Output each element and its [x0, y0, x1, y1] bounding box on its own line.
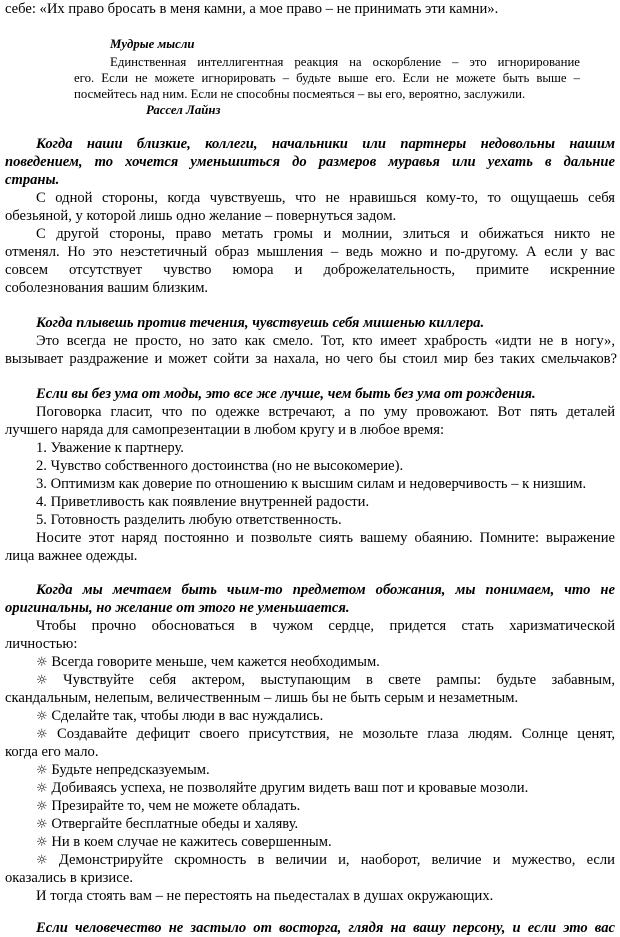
sun-icon: ☼	[36, 655, 48, 670]
section-heading: оригинальны, но желание от этого не уменьшается.	[5, 600, 350, 616]
list-item: 2. Чувство собственного достоинства (но не высокомерие).	[36, 458, 404, 474]
list-item: 1. Уважение к партнеру.	[36, 440, 184, 456]
section-heading: Когда плывешь против течения, чувствуешь себя мишенью киллера.	[36, 315, 485, 331]
paragraph-line: личностью:	[5, 636, 78, 652]
paragraph-line: Это всегда не просто, но зато как смело. Тот, кто имеет храбрость «идти не в ногу»,	[36, 333, 615, 349]
section-heading: Когда мы мечтаем быть чьим-то предметом обожания, мы понимаем, что не	[36, 582, 615, 598]
sun-icon: ☼	[36, 727, 48, 742]
sun-icon: ☼	[36, 709, 48, 724]
quote-title: Мудрые мысли	[110, 37, 195, 51]
section-heading: Когда наши близкие, коллеги, начальники или партнеры недовольны нашим	[36, 136, 615, 152]
sun-icon: ☼	[36, 673, 48, 688]
list-item: 3. Оптимизм как доверие по отношению к высшим силам и недоверчивость – к низшим.	[36, 476, 587, 492]
quote-author: Рассел Лайнз	[146, 103, 221, 117]
section-heading: Если вы без ума от моды, это все же лучше, чем быть без ума от рождения.	[36, 386, 536, 402]
tip-item: ☼ Создавайте дефицит своего присутствия, не мозольте глаза людям. Солнце ценят,	[36, 726, 615, 742]
tip-item: ☼ Всегда говорите меньше, чем кажется необходимым.	[36, 654, 380, 670]
tip-item-continuation: оказались в кризисе.	[5, 870, 133, 886]
sun-icon: ☼	[36, 853, 48, 868]
sun-icon: ☼	[36, 763, 48, 778]
paragraph-line: совсем отсутствует чувство юмора и доброжелательность, примите искренние	[5, 262, 615, 278]
paragraph-line: Чтобы прочно обосноваться в чужом сердце, придется стать харизматической	[36, 618, 615, 634]
paragraph-line: отменял. Но это неэстетичный образ мышления – ведь можно и по-другому. А если у вас	[5, 244, 615, 260]
paragraph-line: С другой стороны, право метать громы и молнии, злиться и обижаться никто не	[36, 226, 615, 242]
paragraph-line: лучшего наряда для самопрезентации в любом кругу и в любое время:	[5, 422, 445, 438]
tip-item: ☼ Презирайте то, чем не можете обладать.	[36, 798, 301, 814]
list-item: 5. Готовность разделить любую ответственность.	[36, 512, 342, 528]
sun-icon: ☼	[36, 835, 48, 850]
quote-line: посмейтесь над ним. Если не способны посмеяться – вы его, вероятно, заслужили.	[74, 87, 526, 101]
top-line: себе: «Их право бросать в меня камни, а мое право – не принимать эти камни».	[5, 1, 499, 17]
section-heading: поведением, то хочется уменьшиться до размеров муравья или уехать в дальние	[5, 154, 615, 170]
paragraph-line: лица важнее одежды.	[5, 548, 138, 564]
tip-item-continuation: скандальным, нелепым, величественным – лишь бы не быть серым и незаметным.	[5, 690, 519, 706]
quote-line: Единственная интеллигентная реакция на оскорбление – это игнорирование	[110, 55, 580, 69]
tip-item: ☼ Добиваясь успеха, не позволяйте другим видеть ваш пот и кровавые мозоли.	[36, 780, 529, 796]
paragraph-line: С одной стороны, когда чувствуешь, что не нравишься кому-то, то ощущаешь себя	[36, 190, 615, 206]
paragraph-line: вызывает раздражение и может сойти за нахала, но чего бы стоил мир без таких смельчаков?	[5, 351, 617, 367]
paragraph-line: Носите этот наряд постоянно и позвольте сиять вашему обаянию. Помните: выражение	[36, 530, 615, 546]
section-heading: страны.	[5, 172, 60, 188]
paragraph-line: И тогда стоять вам – не перестоять на пьедесталах в душах окружающих.	[36, 888, 494, 904]
tip-item: ☼ Ни в коем случае не кажитесь совершенным.	[36, 834, 332, 850]
paragraph-line: обезьяной, у которой лишь одно желание – повернуться задом.	[5, 208, 397, 224]
paragraph-line: Поговорка гласит, что по одежке встречают, а по уму провожают. Вот пять деталей	[36, 404, 615, 420]
tip-item: ☼ Отвергайте бесплатные обеды и халяву.	[36, 816, 299, 832]
list-item: 4. Приветливость как появление внутренней радости.	[36, 494, 370, 510]
tip-item: ☼ Будьте непредсказуемым.	[36, 762, 210, 778]
paragraph-line: соболезнования вашим близким.	[5, 280, 209, 296]
tip-item: ☼ Сделайте так, чтобы люди в вас нуждались.	[36, 708, 324, 724]
tip-item-continuation: когда его мало.	[5, 744, 99, 760]
sun-icon: ☼	[36, 781, 48, 796]
sun-icon: ☼	[36, 817, 48, 832]
quote-line: его. Если не можете игнорировать – будьте выше его. Если не можете быть выше –	[74, 71, 580, 85]
section-heading: Если человечество не застыло от восторга, глядя на вашу персону, и если это вас	[36, 920, 615, 936]
sun-icon: ☼	[36, 799, 48, 814]
tip-item: ☼ Демонстрируйте скромность в величии и, наоборот, величие и мужество, если	[36, 852, 615, 868]
tip-item: ☼ Чувствуйте себя актером, выступающим в свете рампы: будьте забавным,	[36, 672, 615, 688]
